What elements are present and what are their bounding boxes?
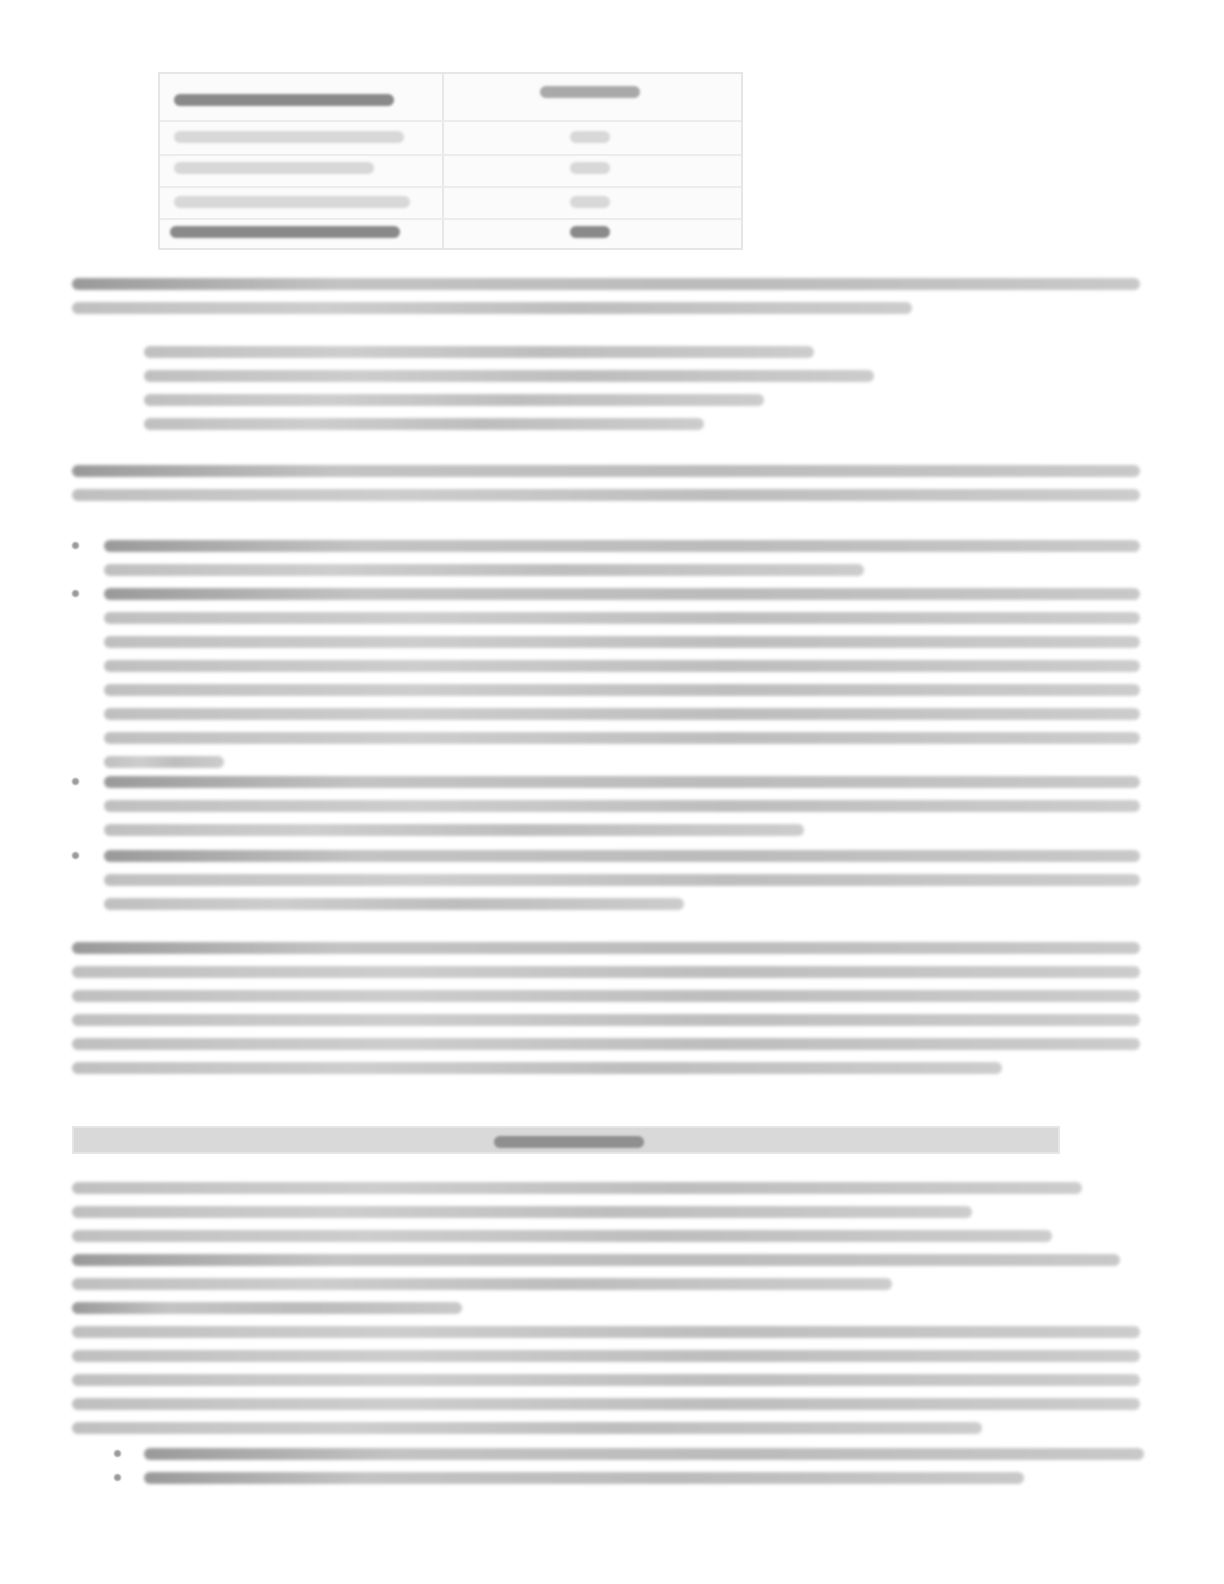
bullet-icon [114, 1474, 121, 1481]
text-line [72, 1038, 1140, 1050]
evaluation-table [158, 72, 743, 250]
text-line [104, 588, 1140, 600]
text-line [72, 1422, 982, 1434]
paragraph-1 [72, 278, 1140, 338]
bullet-icon [72, 778, 79, 785]
text-line [72, 1326, 1140, 1338]
table-total-cell [570, 226, 610, 238]
text-line [72, 1350, 1140, 1362]
text-line [104, 898, 684, 910]
text-line [72, 1278, 892, 1290]
section-header-title [494, 1136, 644, 1148]
text-line [72, 1374, 1140, 1386]
paragraph-4 [72, 1182, 1140, 1512]
bullet-icon [72, 590, 79, 597]
text-line [72, 1254, 1120, 1266]
text-line [72, 302, 912, 314]
text-line [72, 465, 1140, 477]
table-cell [174, 131, 404, 143]
paragraph-3 [72, 942, 1140, 1082]
text-line [72, 1302, 462, 1314]
table-header-cell [540, 86, 640, 98]
bullet-icon [72, 542, 79, 549]
text-line [72, 1062, 1002, 1074]
table-column-separator [442, 74, 444, 248]
text-line [104, 850, 1140, 862]
text-line [72, 278, 1140, 290]
paragraph-2 [72, 465, 1140, 515]
text-line [104, 708, 1140, 720]
text-line [104, 756, 224, 768]
text-line [144, 1448, 1144, 1460]
text-line [144, 1472, 1024, 1484]
table-cell [570, 196, 610, 208]
bullet-icon [114, 1450, 121, 1457]
table-cell [174, 162, 374, 174]
text-line [72, 1182, 1082, 1194]
text-line [104, 824, 804, 836]
text-line [72, 1206, 972, 1218]
text-line [72, 942, 1140, 954]
bullet-icon [72, 852, 79, 859]
table-cell [570, 162, 610, 174]
text-line [104, 874, 1140, 886]
text-line [144, 346, 814, 358]
scale-list [72, 346, 1140, 436]
text-line [104, 636, 1140, 648]
section-header-bar [72, 1126, 1060, 1154]
text-line [104, 540, 1140, 552]
text-line [72, 990, 1140, 1002]
text-line [104, 732, 1140, 744]
table-row-separator [160, 186, 741, 188]
text-line [72, 1014, 1140, 1026]
table-row-separator [160, 218, 741, 220]
text-line [72, 1398, 1140, 1410]
table-cell [174, 196, 410, 208]
text-line [144, 418, 704, 430]
table-total-cell [170, 226, 400, 238]
text-line [72, 489, 1140, 501]
text-line [72, 966, 1140, 978]
text-line [72, 1230, 1052, 1242]
text-line [104, 564, 864, 576]
text-line [104, 800, 1140, 812]
text-line [144, 370, 874, 382]
text-line [104, 612, 1140, 624]
table-row-separator [160, 120, 741, 122]
text-line [104, 660, 1140, 672]
text-line [104, 776, 1140, 788]
text-line [104, 684, 1140, 696]
table-cell [570, 131, 610, 143]
rules-list [72, 540, 1140, 920]
table-row-separator [160, 154, 741, 156]
text-line [144, 394, 764, 406]
table-header-cell [174, 94, 394, 106]
